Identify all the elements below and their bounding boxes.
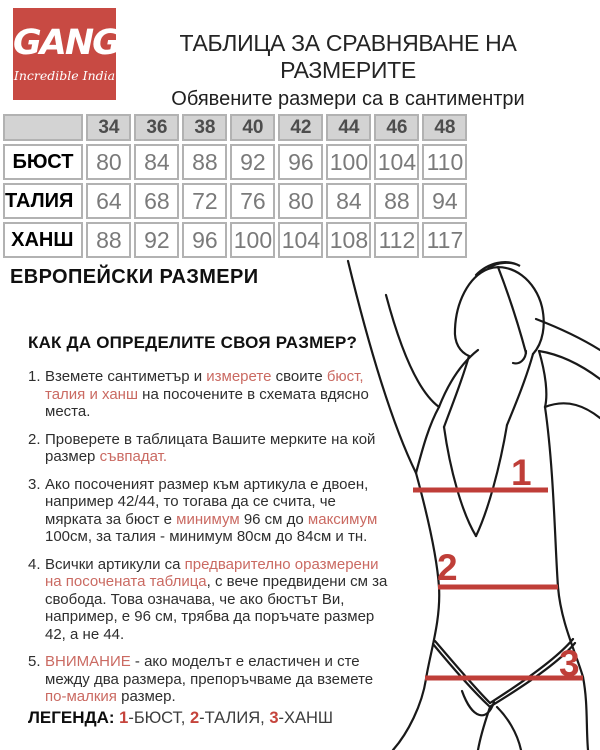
red-text: 3 bbox=[269, 709, 279, 727]
size-header-row bbox=[3, 114, 467, 141]
item-number: 5. bbox=[28, 653, 41, 670]
legend bbox=[28, 708, 333, 728]
header-titles bbox=[112, 30, 584, 111]
plain-text: своите bbox=[271, 368, 327, 385]
size-header-cell: 36 bbox=[134, 114, 179, 141]
brand-tagline: Incredible India bbox=[13, 68, 116, 83]
size-value-cell: 92 bbox=[134, 222, 179, 258]
red-text: предварително оразмерени на посочената таблица bbox=[45, 555, 379, 590]
plain-text: -ХАНШ bbox=[278, 709, 334, 727]
measurement-figure bbox=[340, 255, 600, 750]
plain-text: размер. bbox=[116, 688, 176, 705]
table-row bbox=[3, 183, 467, 219]
legend-label: ЛЕГЕНДА: bbox=[28, 708, 115, 727]
size-value-cell: 117 bbox=[422, 222, 467, 258]
size-value-cell: 88 bbox=[86, 222, 131, 258]
size-value-cell: 84 bbox=[134, 144, 179, 180]
row-label: ТАЛИЯ bbox=[3, 183, 83, 219]
size-header-cell: 48 bbox=[422, 114, 467, 141]
size-value-cell: 64 bbox=[86, 183, 131, 219]
figure-illustration bbox=[340, 255, 600, 750]
size-value-cell: 76 bbox=[230, 183, 275, 219]
plain-text: на посочените в схемата вдясно места. bbox=[45, 385, 369, 420]
size-header-cell: 42 bbox=[278, 114, 323, 141]
plain-text: Всички артикули са bbox=[45, 555, 185, 573]
table-row bbox=[3, 144, 467, 180]
red-text: максимум bbox=[307, 510, 378, 528]
size-value-cell: 72 bbox=[182, 183, 227, 219]
plain-text: Ако посоченият размер към артикула е двоен, например 42/44, то тогава да се счита, че мярката за бюст е bbox=[45, 475, 369, 528]
plain-text: Проверете в таблицата Вашите мерките на кой размер bbox=[45, 430, 376, 465]
size-value-cell: 104 bbox=[374, 144, 419, 180]
instructions-list bbox=[28, 368, 388, 706]
red-text: ВНИМАНИЕ bbox=[45, 653, 131, 670]
size-header-cell: 38 bbox=[182, 114, 227, 141]
red-text: 2 bbox=[189, 709, 200, 727]
red-text: измерете bbox=[206, 368, 272, 385]
plain-text: -ТАЛИЯ, bbox=[199, 709, 270, 727]
size-value-cell: 100 bbox=[230, 222, 275, 258]
red-text: минимум bbox=[176, 510, 240, 528]
brand-name: GANG bbox=[13, 23, 119, 63]
size-value-cell: 96 bbox=[182, 222, 227, 258]
instructions-heading: КАК ДА ОПРЕДЕЛИТЕ СВОЯ РАЗМЕР? bbox=[28, 333, 358, 352]
size-value-cell: 100 bbox=[326, 144, 371, 180]
size-value-cell: 108 bbox=[326, 222, 371, 258]
plain-text: Вземете сантиметър и bbox=[45, 368, 207, 385]
red-text: 1 bbox=[119, 709, 129, 727]
size-value-cell: 88 bbox=[182, 144, 227, 180]
brand-logo bbox=[13, 8, 119, 100]
item-number: 1. bbox=[28, 368, 41, 385]
item-number: 4. bbox=[28, 555, 41, 573]
instruction-item bbox=[28, 431, 388, 466]
size-value-cell: 96 bbox=[278, 144, 323, 180]
size-value-cell: 80 bbox=[86, 144, 131, 180]
section-heading: ЕВРОПЕЙСКИ РАЗМЕРИ bbox=[10, 266, 259, 288]
size-value-cell: 104 bbox=[278, 222, 323, 258]
instruction-item bbox=[28, 653, 388, 706]
size-value-cell: 110 bbox=[422, 144, 467, 180]
row-label: БЮСТ bbox=[3, 144, 83, 180]
size-header-cell: 44 bbox=[326, 114, 371, 141]
size-header-cell: 34 bbox=[86, 114, 131, 141]
table-row bbox=[3, 222, 467, 258]
instruction-item bbox=[28, 368, 388, 421]
red-text: съвпадат. bbox=[99, 448, 168, 465]
page-title: ТАБЛИЦА ЗА СРАВНЯВАНЕ НА РАЗМЕРИТЕ bbox=[179, 30, 517, 83]
plain-text: - ако моделът е еластичен и сте между два размера, препоръчваме да вземете bbox=[45, 653, 374, 688]
size-header-cell: 40 bbox=[230, 114, 275, 141]
plain-text: 100см, за талия - минимум 80см до 84см и тн. bbox=[45, 528, 368, 545]
size-header-cell: 46 bbox=[374, 114, 419, 141]
size-value-cell: 80 bbox=[278, 183, 323, 219]
plain-text: 96 см до bbox=[239, 510, 308, 528]
marker-bust: 1 bbox=[511, 452, 532, 493]
row-label: ХАНШ bbox=[3, 222, 83, 258]
red-text: по-малкия bbox=[45, 688, 117, 705]
size-value-cell: 92 bbox=[230, 144, 275, 180]
size-value-cell: 68 bbox=[134, 183, 179, 219]
size-comparison-table bbox=[0, 111, 470, 261]
red-text: бюст, талия и ханш bbox=[45, 368, 364, 403]
size-value-cell: 84 bbox=[326, 183, 371, 219]
instructions-block bbox=[28, 333, 388, 716]
size-header-cell bbox=[3, 114, 83, 141]
size-value-cell: 112 bbox=[374, 222, 419, 258]
size-value-cell: 94 bbox=[422, 183, 467, 219]
instruction-item bbox=[28, 476, 388, 546]
marker-hip: 3 bbox=[559, 643, 580, 684]
instruction-item bbox=[28, 556, 388, 644]
page-subtitle: Обявените размери са в сантиментри bbox=[171, 88, 525, 110]
size-value-cell: 88 bbox=[374, 183, 419, 219]
plain-text: -БЮСТ, bbox=[128, 709, 190, 727]
item-number: 2. bbox=[28, 430, 41, 448]
legend-items bbox=[115, 709, 333, 727]
item-number: 3. bbox=[28, 475, 41, 493]
plain-text: , с вече предвидени см за свобода. Това означава, че ако бюстът Ви, например, е 96 см, трябва да поръчате размер 42, а не 44. bbox=[45, 573, 388, 643]
marker-waist: 2 bbox=[437, 547, 458, 588]
